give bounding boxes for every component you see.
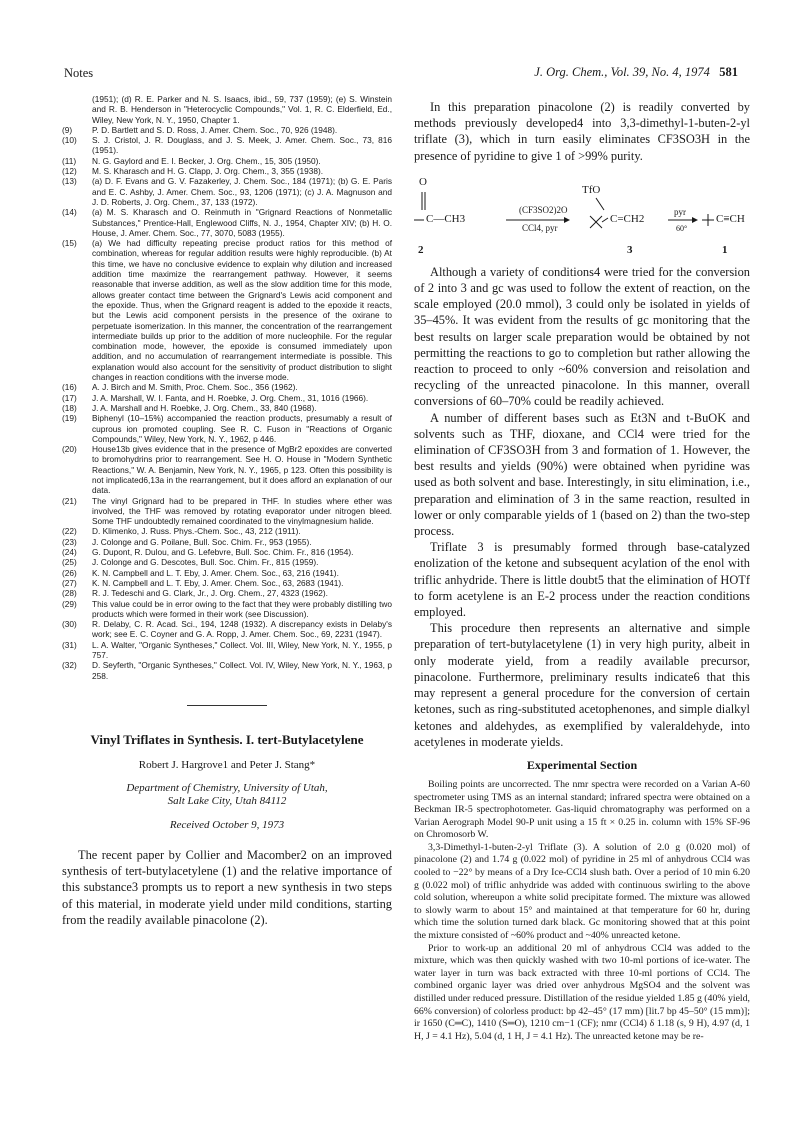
- left-column: [62, 94, 392, 928]
- paragraph: In this preparation pinacolone (2) is readily converted by methods previously developed4 into 3,3-dimethyl-1-buten-2-yl triflate (3), which in turn easily eliminates CF3SO3H in the presence of pyridine to give 1 of >99% purity.: [414, 100, 750, 163]
- reference-item: [62, 156, 392, 166]
- reference-text: J. A. Marshall, W. I. Fanta, and H. Roebke, J. Org. Chem., 31, 1016 (1966).: [92, 392, 369, 403]
- reference-text: J. A. Marshall and H. Roebke, J. Org. Chem., 33, 840 (1968).: [92, 402, 317, 413]
- reference-item: [62, 413, 392, 444]
- reference-text: D. Seyferth, "Organic Syntheses," Collect. Vol. IV, Wiley, New York, N. Y., 1963, p 258.: [92, 660, 392, 681]
- article-authors: Robert J. Hargrove1 and Peter J. Stang*: [138, 758, 316, 771]
- reference-number: (17): [62, 392, 77, 403]
- reference-number: (18): [62, 402, 77, 413]
- experimental-heading: Experimental Section: [526, 757, 638, 772]
- running-head-left: Notes: [64, 66, 94, 80]
- reference-item: [62, 547, 392, 557]
- reference-number: (28): [62, 588, 77, 599]
- scheme-vinyl: C=CH2: [610, 212, 645, 225]
- reference-item: [62, 403, 392, 413]
- reference-text: D. Klimenko, J. Russ. Phys.-Chem. Soc., 43, 212 (1911).: [92, 526, 301, 537]
- reference-item: [62, 557, 392, 567]
- reference-item: [62, 588, 392, 598]
- reference-number: (31): [62, 639, 77, 650]
- reference-text: (a) D. F. Evans and G. V. Fazakerley, J. Chem. Soc., 184 (1971); (b) G. E. Paris and E. C. Ashby, J. Amer. Chem. Soc., 93, 1206 (1971); (c) J. A. Magnuson and J. D. Roberts, J. Org. Chem., 37, 133 (1972).: [92, 176, 392, 207]
- reference-item: [62, 94, 392, 125]
- scheme-reagent-base: pyr: [674, 206, 686, 217]
- paragraph: This procedure then represents an alternative and simple preparation of tert-butylacetylene (1) in very high purity, albeit in only moderate yield, from a readily available precursor, pinacolone. Furthermore, preliminary results indicate6 that this may represent a general procedure for the conversion of certain ketones, such as ring-substituted acetophenones, and simple dialkyl ketones and aldehydes, as exemplified by valeraldehyde, into acetylenes in moderate yields.: [414, 621, 750, 749]
- article-title: Vinyl Triflates in Synthesis. I. tert-Butylacetylene: [90, 731, 364, 747]
- reference-item: [62, 526, 392, 536]
- paragraph: 3,3-Dimethyl-1-buten-2-yl Triflate (3). A solution of 2.0 g (0.020 mol) of pinacolone (2) and 1.74 g (0.022 mol) of pyridine in 25 ml of anhydrous CCl4 was cooled to −22° by means of a Dry Ice-CCl4 slush bath. Over a period of 10 min 6.20 g (0.022 mol) of triflic anhydride was added with continuous swirling to the above cold solution, whereupon a white solid precipitate formed. The mixture was allowed to slowly warm to about 15° and maintained at that temperature for 60 hr, during which time the solution turned dark black. Gc monitoring showed that at this point the mixture consisted of ~60% product and ~40% unreacted ketone.: [414, 841, 750, 942]
- reference-text: G. Dupont, R. Dulou, and G. Lefebvre, Bull. Soc. Chim. Fr., 816 (1954).: [92, 547, 354, 558]
- volume-issue: Vol. 39, No. 4, 1974: [610, 65, 710, 79]
- reference-number: (24): [62, 547, 77, 558]
- reference-text: House13b gives evidence that in the presence of MgBr2 epoxides are converted to bromohydrins prior to rearrangement. See H. O. House in "Modern Synthetic Reactions," W. A. Benjamin, New York, N. Y., 1965, p 123. Often this possibility is not implicated6,13a in the rearrangement, but it does afford an explanation of our data.: [92, 444, 392, 496]
- right-paragraphs-top: [414, 99, 750, 164]
- reference-text: (1951); (d) R. E. Parker and N. S. Isaacs, ibid., 59, 737 (1959); (e) S. Winstein and R. B. Henderson in "Heterocyclic Compounds," Vol. 1, R. C. Elderfield, Ed., Wiley, New York, N. Y., 1950, Chapter 1.: [92, 94, 392, 125]
- reference-item: [62, 496, 392, 527]
- reference-item: [62, 135, 392, 156]
- article-affiliation: [62, 782, 392, 808]
- reference-item: [62, 382, 392, 392]
- reference-item: [62, 568, 392, 578]
- reference-item: [62, 176, 392, 207]
- reference-text: (a) M. S. Kharasch and O. Reinmuth in "Grignard Reactions of Nonmetallic Substances," Prentice-Hall, Englewood Cliffs, N. J., 1954, Chapter XIV; (b) H. O. House, J. Amer. Chem. Soc., 77, 3070, 5083 (1955).: [92, 207, 392, 238]
- paragraph: Prior to work-up an additional 20 ml of anhydrous CCl4 was added to the mixture, which was then quickly washed with two 10-ml portions of ice-water. The water layer in turn was back extracted with three 10-ml portions of CCl4. The combined organic layer was dried over anhydrous MgSO4 and the solvent was distilled under reduced pressure. Distillation of the residue yielded 1.85 g (40% yield, 66% conversion) of colorless product: bp 42–45° (17 mm) [lit.7 bp 45–50° (15 mm)]; ir 1650 (C═C), 1410 (S═O), 1210 cm−1 (CF); nmr (CCl4) δ 1.18 (s, 9 H), 4.97 (d, 1 H, J = 4.1 Hz), 5.04 (d, 1 H, J = 4.1 Hz). The unreacted ketone may be re-: [414, 942, 751, 1042]
- reference-item: [62, 393, 392, 403]
- reference-text: J. Colonge and G. Poilane, Bull. Soc. Chim. Fr., 953 (1955).: [92, 536, 312, 547]
- compound-label-1: 1: [722, 243, 728, 256]
- scheme-reagent-temp: 60°: [676, 223, 688, 233]
- affiliation-line-2: Salt Lake City, Utah 84112: [167, 794, 287, 807]
- reference-number: (21): [62, 495, 77, 506]
- compound-label-3: 3: [627, 243, 633, 256]
- reference-item: [62, 207, 392, 238]
- reference-number: (27): [62, 577, 77, 588]
- scheme-reagent-anhydride: (CF3SO2)2O: [519, 204, 568, 215]
- reference-number: (10): [62, 135, 77, 146]
- compound-label-2: 2: [418, 243, 424, 256]
- reference-text: R. J. Tedeschi and G. Clark, Jr., J. Org. Chem., 27, 4323 (1962).: [92, 588, 328, 599]
- reference-item: [62, 660, 392, 681]
- reference-number: (9): [62, 124, 73, 135]
- intro-paragraph: The recent paper by Collier and Macomber2 on an improved synthesis of tert-butylacetylene (1) and the relative importance of this substance3 prompts us to report a new synthesis in two steps of this material, in moderate yield under mild conditions, starting from the readily available pinacolone (2).: [62, 847, 392, 927]
- reference-item: [62, 578, 392, 588]
- scheme-reagent-solvent: CCl4, pyr: [522, 222, 558, 233]
- right-column: [414, 99, 750, 1043]
- right-paragraphs-discussion: [414, 264, 750, 750]
- reference-text: M. S. Kharasch and H. G. Clapp, J. Org. Chem., 3, 355 (1938).: [92, 166, 324, 177]
- reference-text: P. D. Bartlett and S. D. Ross, J. Amer. Chem. Soc., 70, 926 (1948).: [92, 124, 338, 135]
- reference-item: [62, 444, 392, 495]
- paragraph: Boiling points are uncorrected. The nmr spectra were recorded on a Varian A-60 spectrometer using TMS as an internal standard; infrared spectra were obtained on a Beckman IR-5 spectrophotometer. Gas-liquid chromatography was performed on a Varian Aerograph Model 90-P unit using a 15 ft × 0.25 in. column with 15% SF-96 on Chromosorb W.: [414, 778, 750, 841]
- reference-list: [62, 94, 392, 681]
- reference-number: (15): [62, 238, 77, 249]
- reference-number: (19): [62, 413, 77, 424]
- reference-number: (25): [62, 557, 77, 568]
- reference-number: (32): [62, 660, 77, 671]
- journal-name: J. Org. Chem.,: [534, 65, 608, 79]
- reference-text: N. G. Gaylord and E. I. Becker, J. Org. Chem., 15, 305 (1950).: [92, 155, 321, 166]
- affiliation-line-1: Department of Chemistry, University of Utah,: [126, 781, 328, 794]
- scheme-ketone: C—CH3: [426, 212, 466, 225]
- reference-item: [62, 640, 392, 661]
- reference-text: This value could be in error owing to the fact that they were probably distilling two products which were formed in their work (see Discussion).: [92, 598, 392, 619]
- received-date: Received October 9, 1973: [169, 818, 285, 831]
- paragraph: Triflate 3 is presumably formed through base-catalyzed enolization of the ketone and subsequent acylation of the enol with triflic anhydride. There is little doubt5 that the elimination of HOTf to form acetylene is an E-2 process under the reaction conditions employed.: [414, 540, 750, 620]
- reference-number: (11): [62, 155, 77, 166]
- scheme-triflate-group: TfO: [582, 183, 601, 196]
- section-divider: [187, 705, 267, 706]
- reference-text: The vinyl Grignard had to be prepared in THF. In studies where ether was involved, the THF was removed by rotating evaporator under nitrogen bleed. Some THF undoubtedly remained coordinated to the vinylmagnesium halide.: [92, 495, 392, 527]
- reference-text: S. J. Cristol, J. R. Douglass, and J. S. Meek, J. Amer. Chem. Soc., 73, 816 (1951).: [92, 135, 392, 156]
- reference-item: [62, 166, 392, 176]
- scheme-product: C≡CH: [716, 212, 745, 225]
- reference-number: (13): [62, 176, 77, 187]
- experimental-paragraphs: [414, 779, 750, 1043]
- reference-text: A. J. Birch and M. Smith, Proc. Chem. Soc., 356 (1962).: [92, 382, 298, 393]
- running-head-right: [534, 65, 738, 80]
- reference-text: J. Colonge and G. Descotes, Bull. Soc. Chim. Fr., 815 (1959).: [92, 557, 319, 568]
- reference-item: [62, 125, 392, 135]
- reference-item: [62, 537, 392, 547]
- paragraph: Although a variety of conditions4 were tried for the conversion of 2 into 3 and gc was used to follow the extent of reaction, on the scale employed (20.0 mmol), 3 could only be isolated in yields of 35–45%. It was evident from the results of gc monitoring that the best results on larger scale preparation would be obtained by not permitting the reactions to go to completion but rather allowing the reaction to proceed to only ~60% conversion and reisolation and recycling of the unreacted pinacolone. In this manner, overall conversions of 60–70% could be readily achieved.: [414, 264, 750, 409]
- reference-text: L. A. Walter, "Organic Syntheses," Collect. Vol. III, Wiley, New York, N. Y., 1955, p 757.: [92, 639, 392, 661]
- page-number: 581: [719, 65, 738, 79]
- reference-text: Biphenyl (10–15%) accompanied the reaction products, presumably a result of cuprous ion promoted coupling. See R. C. Fuson in "Reactions of Organic Compounds," Wiley, New York, N. Y., 1962, p 446.: [92, 413, 392, 444]
- reference-number: (14): [62, 207, 77, 218]
- reference-number: (29): [62, 598, 77, 609]
- reference-number: (12): [62, 166, 77, 177]
- reference-number: (23): [62, 536, 77, 547]
- paragraph: A number of different bases such as Et3N and t-BuOK and solvents such as THF, dioxane, and CCl4 were tried for the elimination of CF3SO3H from 3 and formation of 1. However, the best results and yields (90%) were obtained when pyridine was used as both solvent and base. Interestingly, in situ elimination, i.e., preparation and elimination of 3 in the same reaction, resulted in lower or only comparable yields of 1 (based on 2) than the two-step process.: [414, 410, 750, 539]
- reaction-scheme: [414, 172, 750, 264]
- reference-number: (16): [62, 382, 77, 393]
- reference-item: [62, 238, 392, 382]
- reference-number: (22): [62, 526, 77, 537]
- reference-text: K. N. Campbell and L. T. Eby, J. Amer. Chem. Soc., 63, 2683 (1941).: [92, 577, 344, 588]
- scheme-oxygen: O: [419, 175, 427, 188]
- reference-text: R. Delaby, C. R. Acad. Sci., 194, 1248 (1932). A discrepancy exists in Delaby's work; see E. C. Coyner and G. A. Ropp, J. Amer. Chem. Soc., 69, 2231 (1947).: [92, 619, 392, 640]
- reference-number: (20): [62, 444, 77, 455]
- reference-item: [62, 599, 392, 620]
- reference-number: (30): [62, 619, 77, 630]
- reference-text: K. N. Campbell and L. T. Eby, J. Amer. Chem. Soc., 63, 216 (1941).: [92, 567, 339, 578]
- reference-item: [62, 619, 392, 640]
- reference-number: (26): [62, 567, 77, 578]
- reference-text: (a) We had difficulty repeating precise product ratios for this method of combination, whereas for regular addition results were highly reproducible. (b) At this time, we have no conclusive evidence to explain why dilution and increased addition time maximize the rearrangement pathway. However, it seems reasonable that inverse addition, as well as the slow addition time for this mode, allows greater contact time between the Grignard's Lewis acid component and the epoxide. Thus, when the Grignard reagent is added to the epoxide it reacts, but the Lewis acid component persists in the presence of the oxirane to perpetuate isomerization. In this manner, the concentration of the rearrangement intermediate builds up prior to the addition of more nucleophile. For the regular combination mode, however, the epoxide is consumed immediately upon addition, and no accumulation of rearrangement intermediate is possible. This explanation would also account for the sensitivity of product distribution to slight changes in reaction conditions with the inverse mode.: [92, 238, 392, 383]
